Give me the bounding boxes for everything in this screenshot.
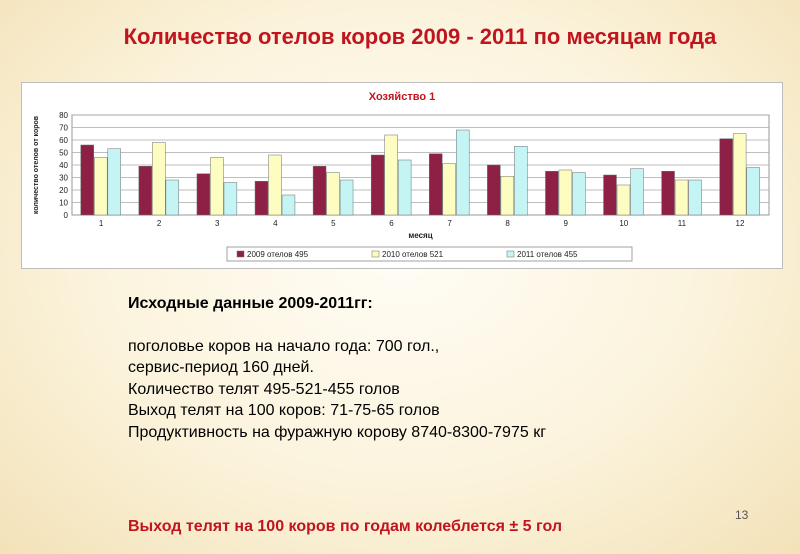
x-tick-label: 12 [735,219,745,228]
bar-3 [689,180,702,215]
notes-line: Выход телят на 100 коров: 71-75-65 голов [128,402,440,419]
y-tick-label: 20 [59,186,68,195]
bar-2 [327,173,340,216]
bar-2 [152,143,165,216]
legend-label: 2011 отелов 455 [517,250,578,259]
bar-2 [443,164,456,215]
x-axis-label: месяц [408,231,433,240]
bar-1 [429,154,442,215]
bar-1 [81,145,94,215]
bar-1 [487,165,500,215]
y-tick-label: 0 [63,211,68,220]
y-tick-label: 40 [59,161,68,170]
y-tick-label: 10 [59,198,68,208]
notes-line: Продуктивность на фуражную корову 8740-8300-7975 кг [128,423,547,441]
bar-3 [631,169,644,215]
bar-2 [210,158,223,216]
bar-2 [269,155,282,215]
bar-3 [572,173,585,216]
x-tick-label: 9 [563,219,568,228]
chart-title: Хозяйство 1 [368,91,436,103]
y-tick-label: 80 [59,111,68,120]
bar-2 [385,135,398,215]
bar-1 [139,166,152,215]
x-tick-label: 5 [331,219,336,228]
y-tick-label: 30 [59,173,68,183]
bar-2 [94,158,107,216]
notes-line: сервис-период 160 дней. [128,359,314,376]
y-tick-label: 70 [59,123,68,133]
bar-2 [675,180,688,215]
bar-2 [733,134,746,215]
bar-1 [545,171,558,215]
bar-1 [197,174,210,215]
bar-3 [166,180,179,215]
bar-1 [662,171,675,215]
x-tick-label: 2 [156,219,162,228]
bar-chart [22,83,782,268]
x-tick-label: 6 [389,219,394,228]
x-tick-label: 3 [214,219,220,228]
legend-swatch [507,251,514,257]
x-tick-label: 11 [677,219,687,228]
legend-label: 2009 отелов 495 [247,250,309,259]
notes-heading: Исходные данные 2009-2011гг: [128,295,373,312]
slide-title: Количество отелов коров 2009 - 2011 по месяцам года [123,24,717,49]
y-tick-label: 60 [59,136,68,145]
y-axis-label: количество отелов от коров [33,115,40,215]
bar-1 [371,155,384,215]
notes-line: поголовье коров на начало года: 700 гол., [128,337,440,355]
page-number: 13 [735,508,749,522]
notes-block [128,293,546,443]
bar-3 [456,130,469,215]
bar-2 [501,176,514,215]
chart-panel [21,82,783,269]
x-tick-label: 1 [98,219,104,228]
bar-3 [398,160,411,215]
bar-1 [255,181,268,215]
bar-3 [340,180,353,215]
legend-swatch [237,251,244,257]
legend-swatch [372,251,379,257]
notes-line: Количество телят 495-521-455 голов [128,380,400,398]
legend-label: 2010 отелов 521 [382,250,444,259]
x-tick-label: 4 [273,219,278,228]
bar-3 [747,168,760,216]
x-tick-label: 10 [619,219,629,228]
bar-3 [514,146,527,215]
bar-2 [559,170,572,215]
conclusion-text: Выход телят на 100 коров по годам колеблется ± 5 гол [128,518,562,535]
bar-1 [720,139,733,215]
bar-2 [617,185,630,215]
bar-1 [604,175,617,215]
bar-3 [282,195,295,215]
bar-1 [313,166,326,215]
bar-3 [108,149,121,215]
bar-3 [224,183,237,216]
y-tick-label: 50 [59,148,68,158]
x-tick-label: 7 [447,219,452,228]
x-tick-label: 8 [505,219,510,228]
